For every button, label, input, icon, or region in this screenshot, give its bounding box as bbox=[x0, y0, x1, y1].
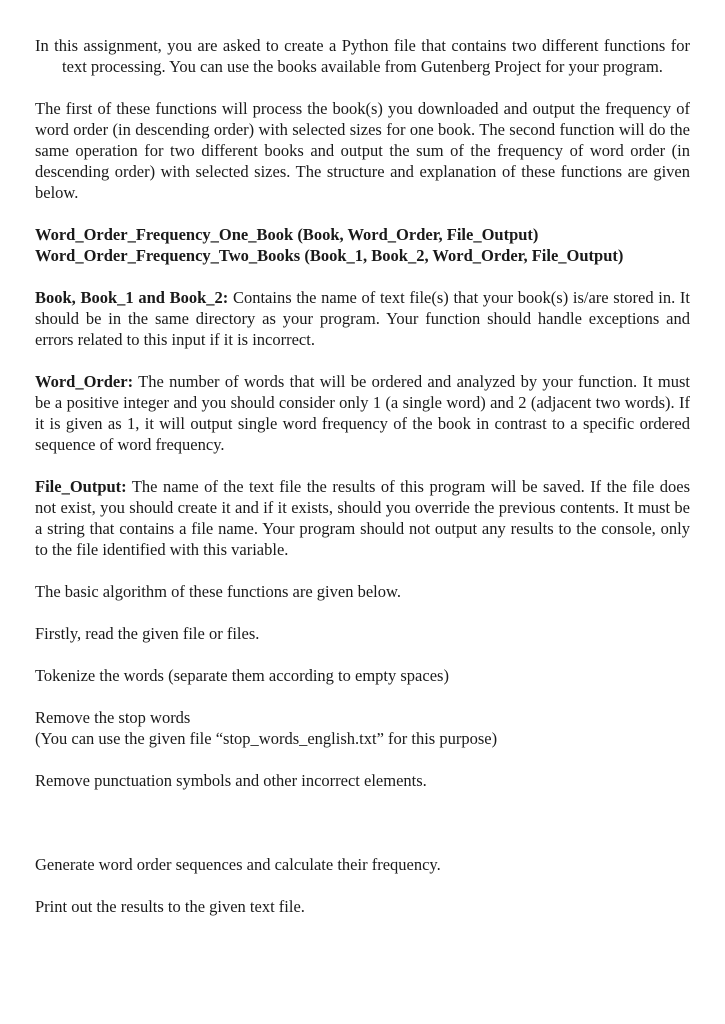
algorithm-step-stopwords bbox=[35, 707, 690, 749]
param-word-order-term: Word_Order: bbox=[35, 372, 134, 391]
algorithm-step-stopwords-line1: Remove the stop words bbox=[35, 708, 191, 727]
algorithm-step-read: Firstly, read the given file or files. bbox=[35, 624, 260, 643]
algorithm-intro: The basic algorithm of these functions are given below. bbox=[35, 582, 401, 601]
signature-one-book: Word_Order_Frequency_One_Book (Book, Word_Order, File_Output) bbox=[35, 225, 539, 244]
algorithm-step-print: Print out the results to the given text file. bbox=[35, 897, 305, 916]
function-signatures bbox=[35, 224, 690, 266]
overview-paragraph: The first of these functions will process the book(s) you downloaded and output the frequency of word order (in descending order) with selected sizes for one book. The second function will do the same operation for two different books and output the sum of the frequency of word order (in descending order) with selected sizes. The structure and explanation of these functions are given below. bbox=[35, 99, 690, 202]
signature-two-books: Word_Order_Frequency_Two_Books (Book_1, Book_2, Word_Order, File_Output) bbox=[35, 246, 624, 265]
param-file-output-term: File_Output: bbox=[35, 477, 127, 496]
param-book-term: Book, Book_1 and Book_2: bbox=[35, 288, 229, 307]
param-book-text: Contains the name of text file(s) that your book(s) is/are stored in. It should be in the same directory as your program. Your function should handle exceptions and errors related to this input if it is incorrect. bbox=[35, 288, 690, 349]
param-book bbox=[35, 287, 690, 350]
param-file-output bbox=[35, 476, 690, 560]
document-page bbox=[35, 35, 690, 917]
param-file-output-text: The name of the text file the results of this program will be saved. If the file does not exist, you should create it and if it exists, should you override the previous contents. It must be a string that contains a file name. Your program should not output any results to the console, only to the file identified with this variable. bbox=[35, 477, 690, 559]
algorithm-step-tokenize: Tokenize the words (separate them according to empty spaces) bbox=[35, 666, 449, 685]
intro-paragraph: In this assignment, you are asked to create a Python file that contains two different functions for text processing. You can use the books available from Gutenberg Project for your program. bbox=[35, 36, 690, 76]
algorithm-step-stopwords-line2: (You can use the given file “stop_words_english.txt” for this purpose) bbox=[35, 729, 498, 748]
param-word-order bbox=[35, 371, 690, 455]
algorithm-step-punctuation: Remove punctuation symbols and other incorrect elements. bbox=[35, 771, 427, 790]
algorithm-step-generate: Generate word order sequences and calculate their frequency. bbox=[35, 855, 441, 874]
param-word-order-text: The number of words that will be ordered and analyzed by your function. It must be a positive integer and you should consider only 1 (a single word) and 2 (adjacent two words). If it is given as 1, it will output single word frequency of the book in contrast to a specific ordered sequence of word frequency. bbox=[35, 372, 690, 454]
